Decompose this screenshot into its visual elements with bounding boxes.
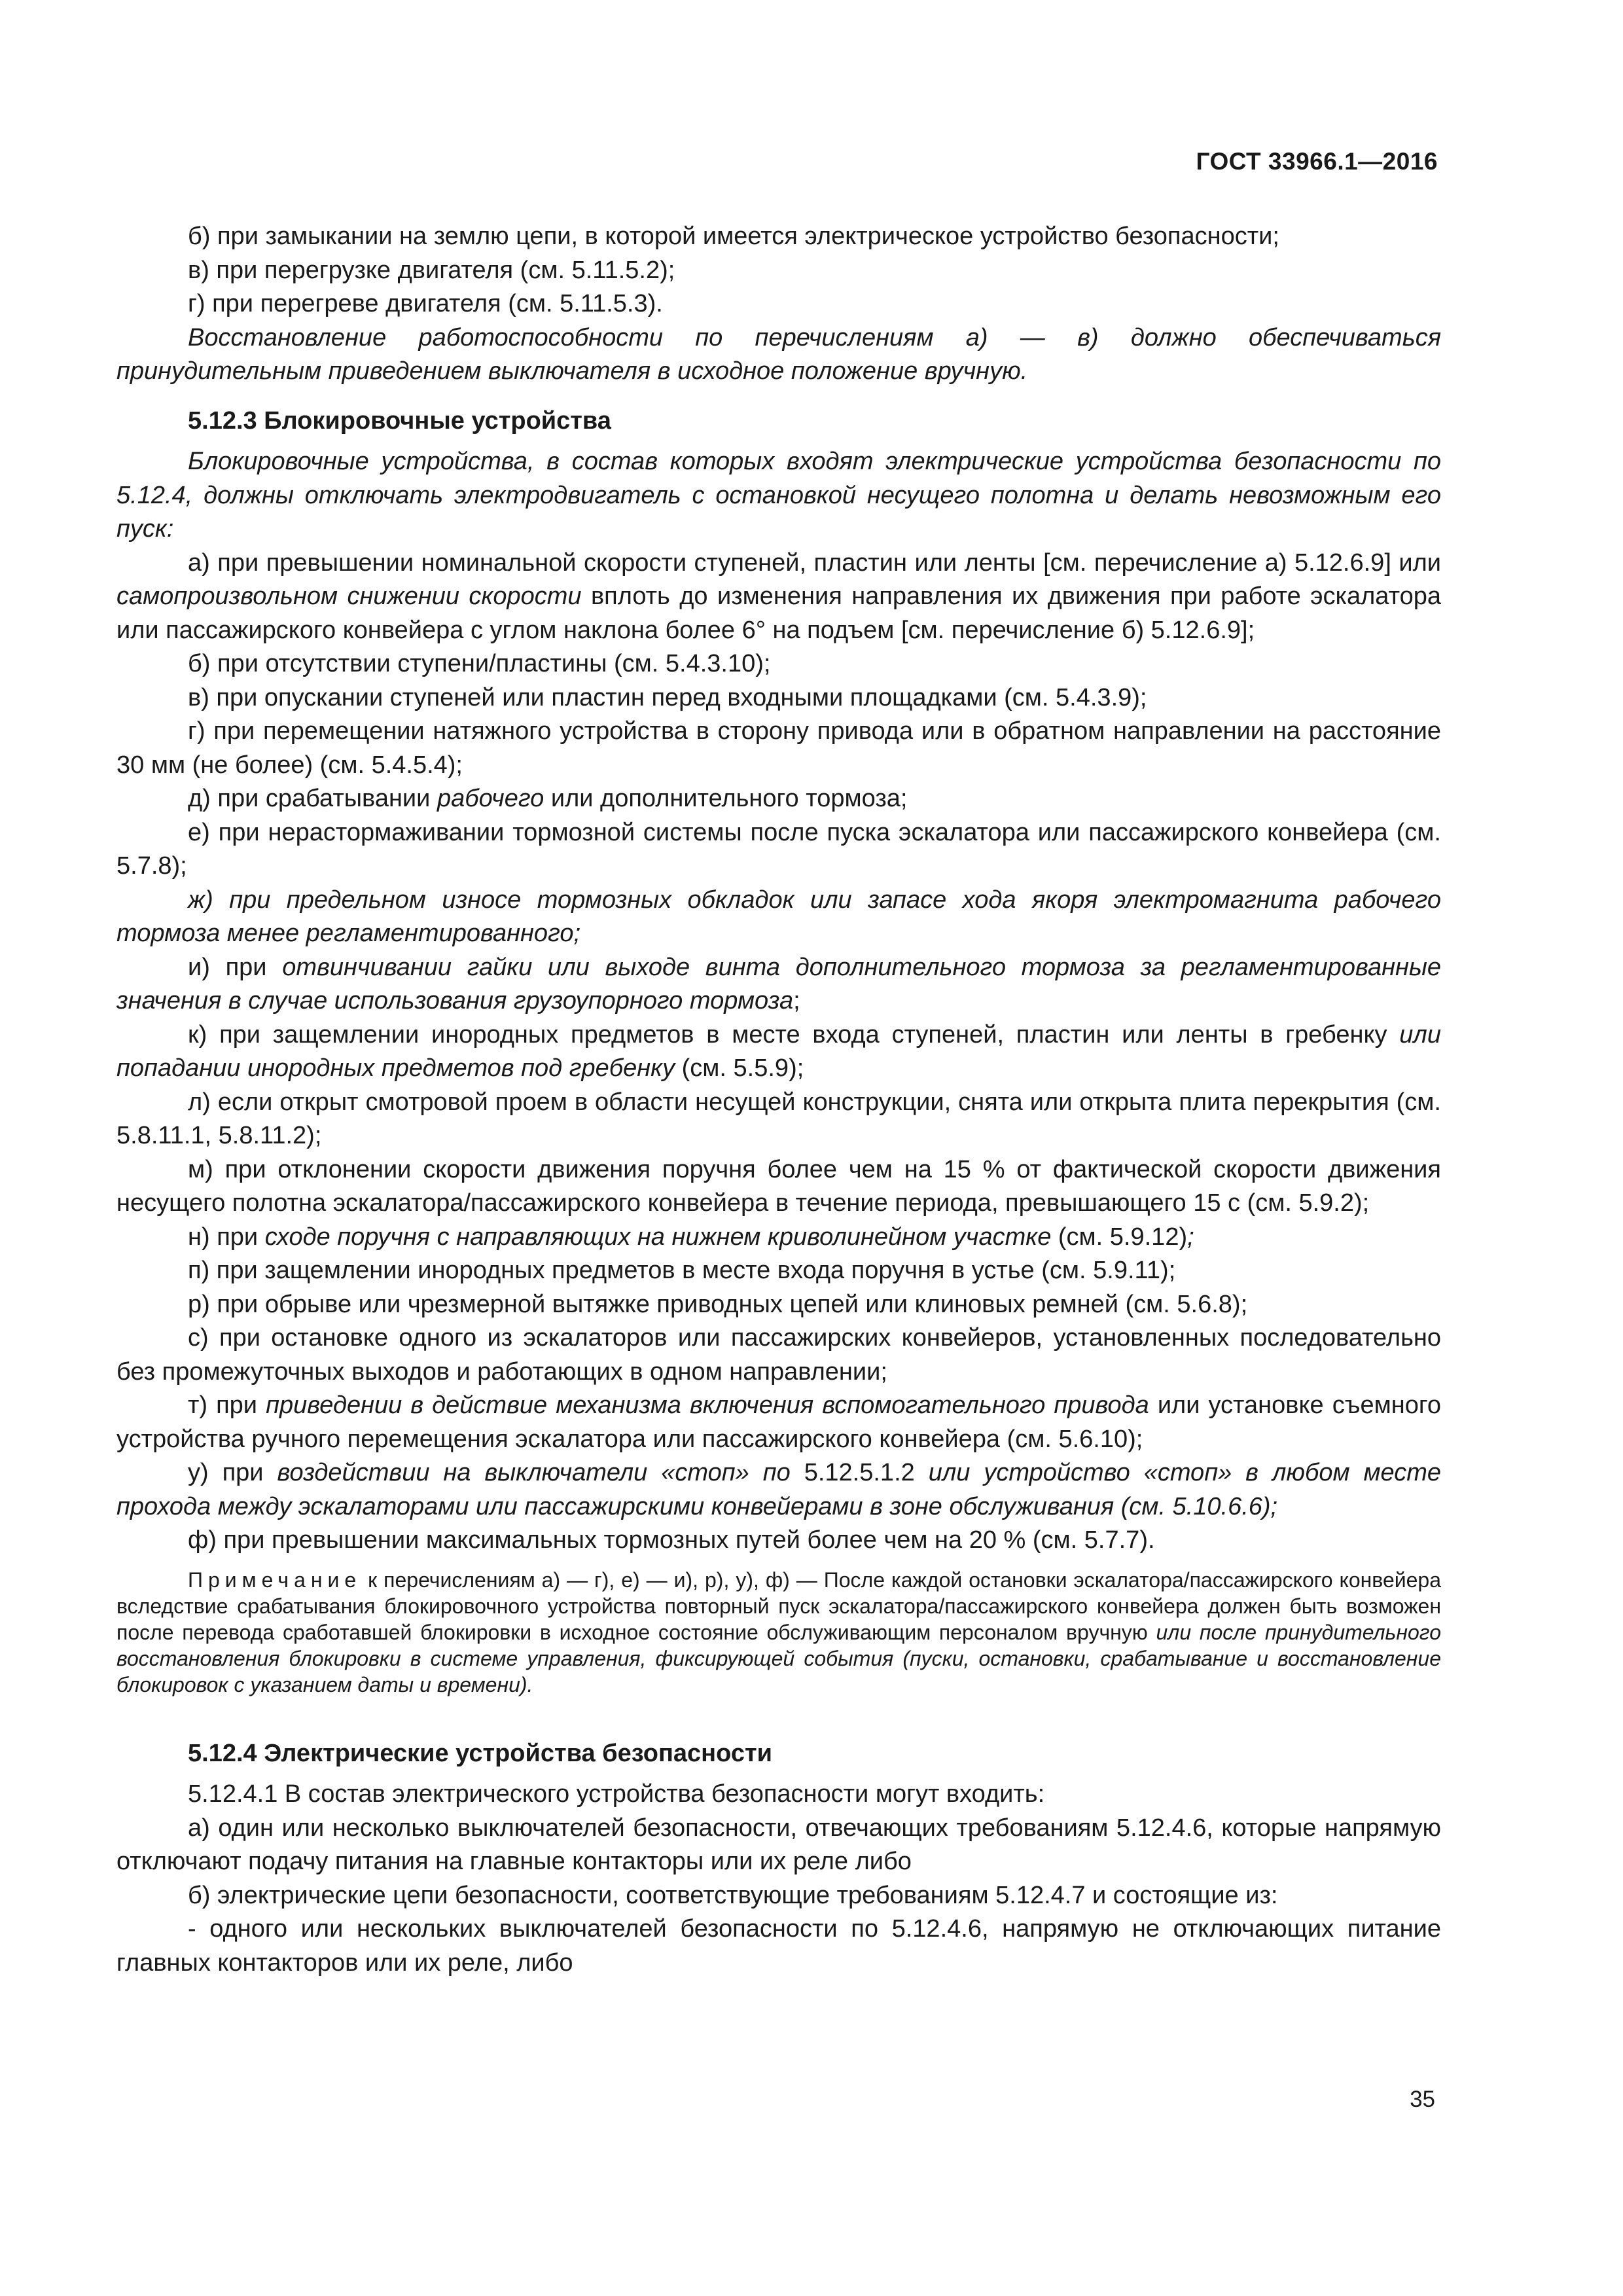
note-paragraph: Примечание к перечислениям а) — г), е) — и), р), у), ф) — После каждой остановки эскалатора/пассажирского конвейера вследствие срабатывания блокировочного устройства повторный пуск эскалатора/пассажирского конвейера должен быть возможен после перевода сработавшей блокировки в исходное состояние обслуживающим персоналом вручную или после принудительного восстановления блокировки в системе управления, фиксирующей события (пуски, остановки, срабатывание и восстановление блокировок с указанием даты и времени).: [116, 1568, 1442, 1696]
list-item-d: д) при срабатывании рабочего или дополнительного тормоза;: [188, 785, 908, 812]
list-item-g: г) при перегреве двигателя (см. 5.11.5.3).: [188, 290, 663, 317]
list-item-t: т) при приведении в действие механизма включения вспомогательного привода или установке съемного устройства ручного перемещения эскалатора или пассажирского конвейера (см. 5.6.10);: [116, 1391, 1441, 1453]
list-item-u: у) при воздействии на выключатели «стоп» по 5.12.5.1.2 или устройство «стоп» в любом месте прохода между эскалаторами или пассажирскими конвейерами в зоне обслуживания (см. 5.10.6.6);: [116, 1459, 1442, 1520]
list-item-p: п) при защемлении инородных предметов в месте входа поручня в устье (см. 5.9.11);: [188, 1257, 1176, 1284]
list-item-b: б) при отсутствии ступени/пластины (см. 5.4.3.10);: [188, 650, 771, 677]
note-label: Примечание: [188, 1568, 362, 1592]
list-item-i: и) при отвинчивании гайки или выходе винта дополнительного тормоза за регламентированные значения в случае использования грузоупорного тормоза;: [116, 953, 1441, 1014]
list-item-a: а) один или несколько выключателей безопасности, отвечающих требованиям 5.12.4.6, которые напрямую отключают подачу питания на главные контакторы или их реле либо: [116, 1814, 1441, 1875]
restore-paragraph: Восстановление работоспособности по перечислениям а) — в) должно обеспечиваться принудительным приведением выключателя в исходное положение вручную.: [116, 323, 1441, 385]
list-item-v: в) при перегрузке двигателя (см. 5.11.5.2);: [188, 256, 675, 284]
section-intro: Блокировочные устройства, в состав которых входят электрические устройства безопасности по 5.12.4, должны отключать электродвигатель с остановкой несущего полотна и делать невозможным его пуск:: [116, 448, 1441, 543]
list-item-b: б) при замыкании на землю цепи, в которой имеется электрическое устройство безопасности;: [188, 223, 1279, 250]
document-id: ГОСТ 33966.1—2016: [1196, 148, 1438, 175]
list-item-r: р) при обрыве или чрезмерной вытяжке приводных цепей или клиновых ремней (см. 5.6.8);: [188, 1290, 1248, 1318]
list-item-l: л) если открыт смотровой проем в области несущей конструкции, снята или открыта плита перекрытия (см. 5.8.11.1, 5.8.11.2);: [116, 1088, 1441, 1149]
clause-5-12-4-1: 5.12.4.1 В состав электрического устройства безопасности могут входить:: [188, 1780, 1045, 1808]
list-item-s: с) при остановке одного из эскалаторов или пассажирских конвейеров, установленных последовательно без промежуточных выходов и работающих в одном направлении;: [116, 1324, 1441, 1386]
page-number: 35: [1410, 2087, 1435, 2112]
list-item-n: н) при сходе поручня с направляющих на нижнем криволинейном участке (см. 5.9.12);: [188, 1223, 1194, 1251]
list-item-b: б) электрические цепи безопасности, соответствующие требованиям 5.12.4.7 и состоящие из:: [188, 1881, 1278, 1909]
section-heading-5-12-4: 5.12.4 Электрические устройства безопасности: [188, 1739, 772, 1767]
list-item-f: ф) при превышении максимальных тормозных путей более чем на 20 % (см. 5.7.7).: [188, 1526, 1155, 1554]
list-item-m: м) при отклонении скорости движения поручня более чем на 15 % от фактической скорости движения несущего полотна эскалатора/пассажирского конвейера в течение периода, превышающего 15 с (см. 5.9.2);: [116, 1155, 1441, 1217]
list-item-zh: ж) при предельном износе тормозных обкладок или запасе хода якоря электромагнита рабочего тормоза менее регламентированного;: [116, 886, 1441, 947]
dash-item: - одного или нескольких выключателей безопасности по 5.12.4.6, напрямую не отключающих питание главных контакторов или их реле, либо: [116, 1915, 1441, 1977]
list-item-g: г) при перемещении натяжного устройства в сторону привода или в обратном направлении на расстояние 30 мм (не более) (см. 5.4.5.4);: [116, 717, 1441, 779]
list-item-a: а) при превышении номинальной скорости ступеней, пластин или ленты [см. перечисление а) 5.12.6.9] или самопроизвольном снижении скорости вплоть до изменения направления их движения при работе эскалатора или пассажирского конвейера с углом наклона более 6° на подъем [см. перечисление б) 5.12.6.9];: [116, 548, 1441, 644]
section-heading-5-12-3: 5.12.3 Блокировочные устройства: [188, 406, 611, 435]
list-item-e: е) при нерастормаживании тормозной системы после пуска эскалатора или пассажирского конвейера (см. 5.7.8);: [116, 818, 1441, 880]
list-item-v: в) при опускании ступеней или пластин перед входными площадками (см. 5.4.3.9);: [188, 683, 1147, 711]
list-item-k: к) при защемлении инородных предметов в месте входа ступеней, пластин или ленты в гребенку или попадании инородных предметов под гребенку (см. 5.5.9);: [116, 1020, 1441, 1082]
page-content: [116, 220, 1441, 1980]
